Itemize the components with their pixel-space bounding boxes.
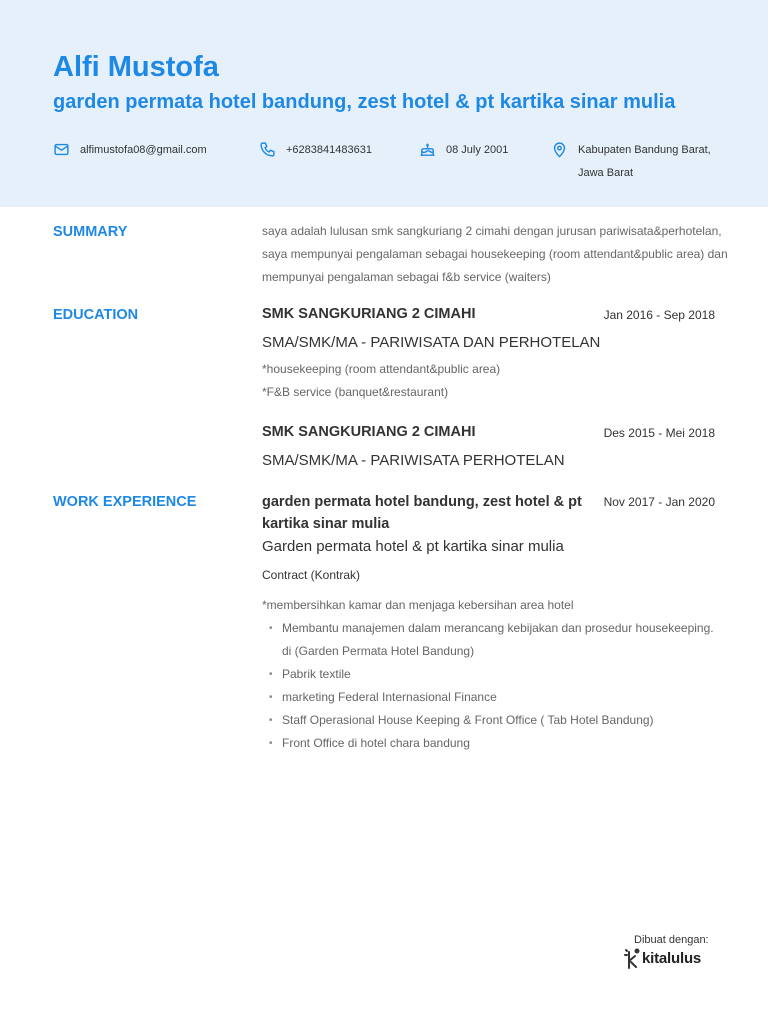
made-with-label: Dibuat dengan: [634,934,709,946]
email-text: alfimustofa08@gmail.com [80,144,207,156]
list-item: • Staff Operasional House Keeping & Front Office ( Tab Hotel Bandung) [262,709,722,732]
resume-header [0,0,768,207]
phone-text: +6283841483631 [286,144,372,156]
education-school: SMK SANGKURIANG 2 CIMAHI [262,424,476,440]
kitalulus-logo-icon [624,946,642,972]
mail-icon [53,141,70,158]
brand-name: kitalulus [642,950,702,967]
education-heading: EDUCATION [53,307,139,323]
education-notes [262,358,722,404]
summary-heading: SUMMARY [53,224,128,240]
candidate-headline: garden permata hotel bandung, zest hotel & pt kartika sinar mulia [53,91,676,113]
location-pin-icon [551,141,568,158]
footer-branding [624,934,724,978]
dob-text: 08 July 2001 [446,144,509,156]
education-note: *F&B service (banquet&restaurant) [262,385,449,399]
list-item: • Pabrik textile [262,663,722,686]
phone-icon [259,141,276,158]
candidate-name: Alfi Mustofa [53,51,219,83]
work-contract-type: Contract (Kontrak) [262,568,361,582]
education-date: Jan 2016 - Sep 2018 [603,308,715,322]
list-item: • marketing Federal Internasional Finance [262,686,722,709]
work-company: Garden permata hotel & pt kartika sinar mulia [262,538,564,555]
education-degree: SMA/SMK/MA - PARIWISATA PERHOTELAN [262,452,565,469]
work-bullet-list [262,617,722,755]
work-description: *membersihkan kamar dan menjaga kebersihan area hotel [262,598,574,612]
location-text: Kabupaten Bandung Barat, Jawa Barat [578,144,711,179]
work-date: Nov 2017 - Jan 2020 [603,495,715,509]
education-date: Des 2015 - Mei 2018 [603,426,715,440]
work-position: garden permata hotel bandung, zest hotel & pt kartika sinar mulia [262,494,582,532]
list-item: • Front Office di hotel chara bandung [262,732,722,755]
work-experience-heading: WORK EXPERIENCE [53,494,197,510]
education-school: SMK SANGKURIANG 2 CIMAHI [262,306,476,322]
summary-text: saya adalah lulusan smk sangkuriang 2 cimahi dengan jurusan pariwisata&perhotelan, saya mempunyai pengalaman sebagai housekeeping (room attendant&public area) dan mempunyai pengalaman sebagai f&b service (waiters) [262,224,728,284]
list-item: • Membantu manajemen dalam merancang kebijakan dan prosedur housekeeping. di (Garden Permata Hotel Bandung) [262,617,722,663]
cake-icon [419,141,436,158]
education-note: *housekeeping (room attendant&public area) [262,362,501,376]
education-degree: SMA/SMK/MA - PARIWISATA DAN PERHOTELAN [262,334,601,351]
